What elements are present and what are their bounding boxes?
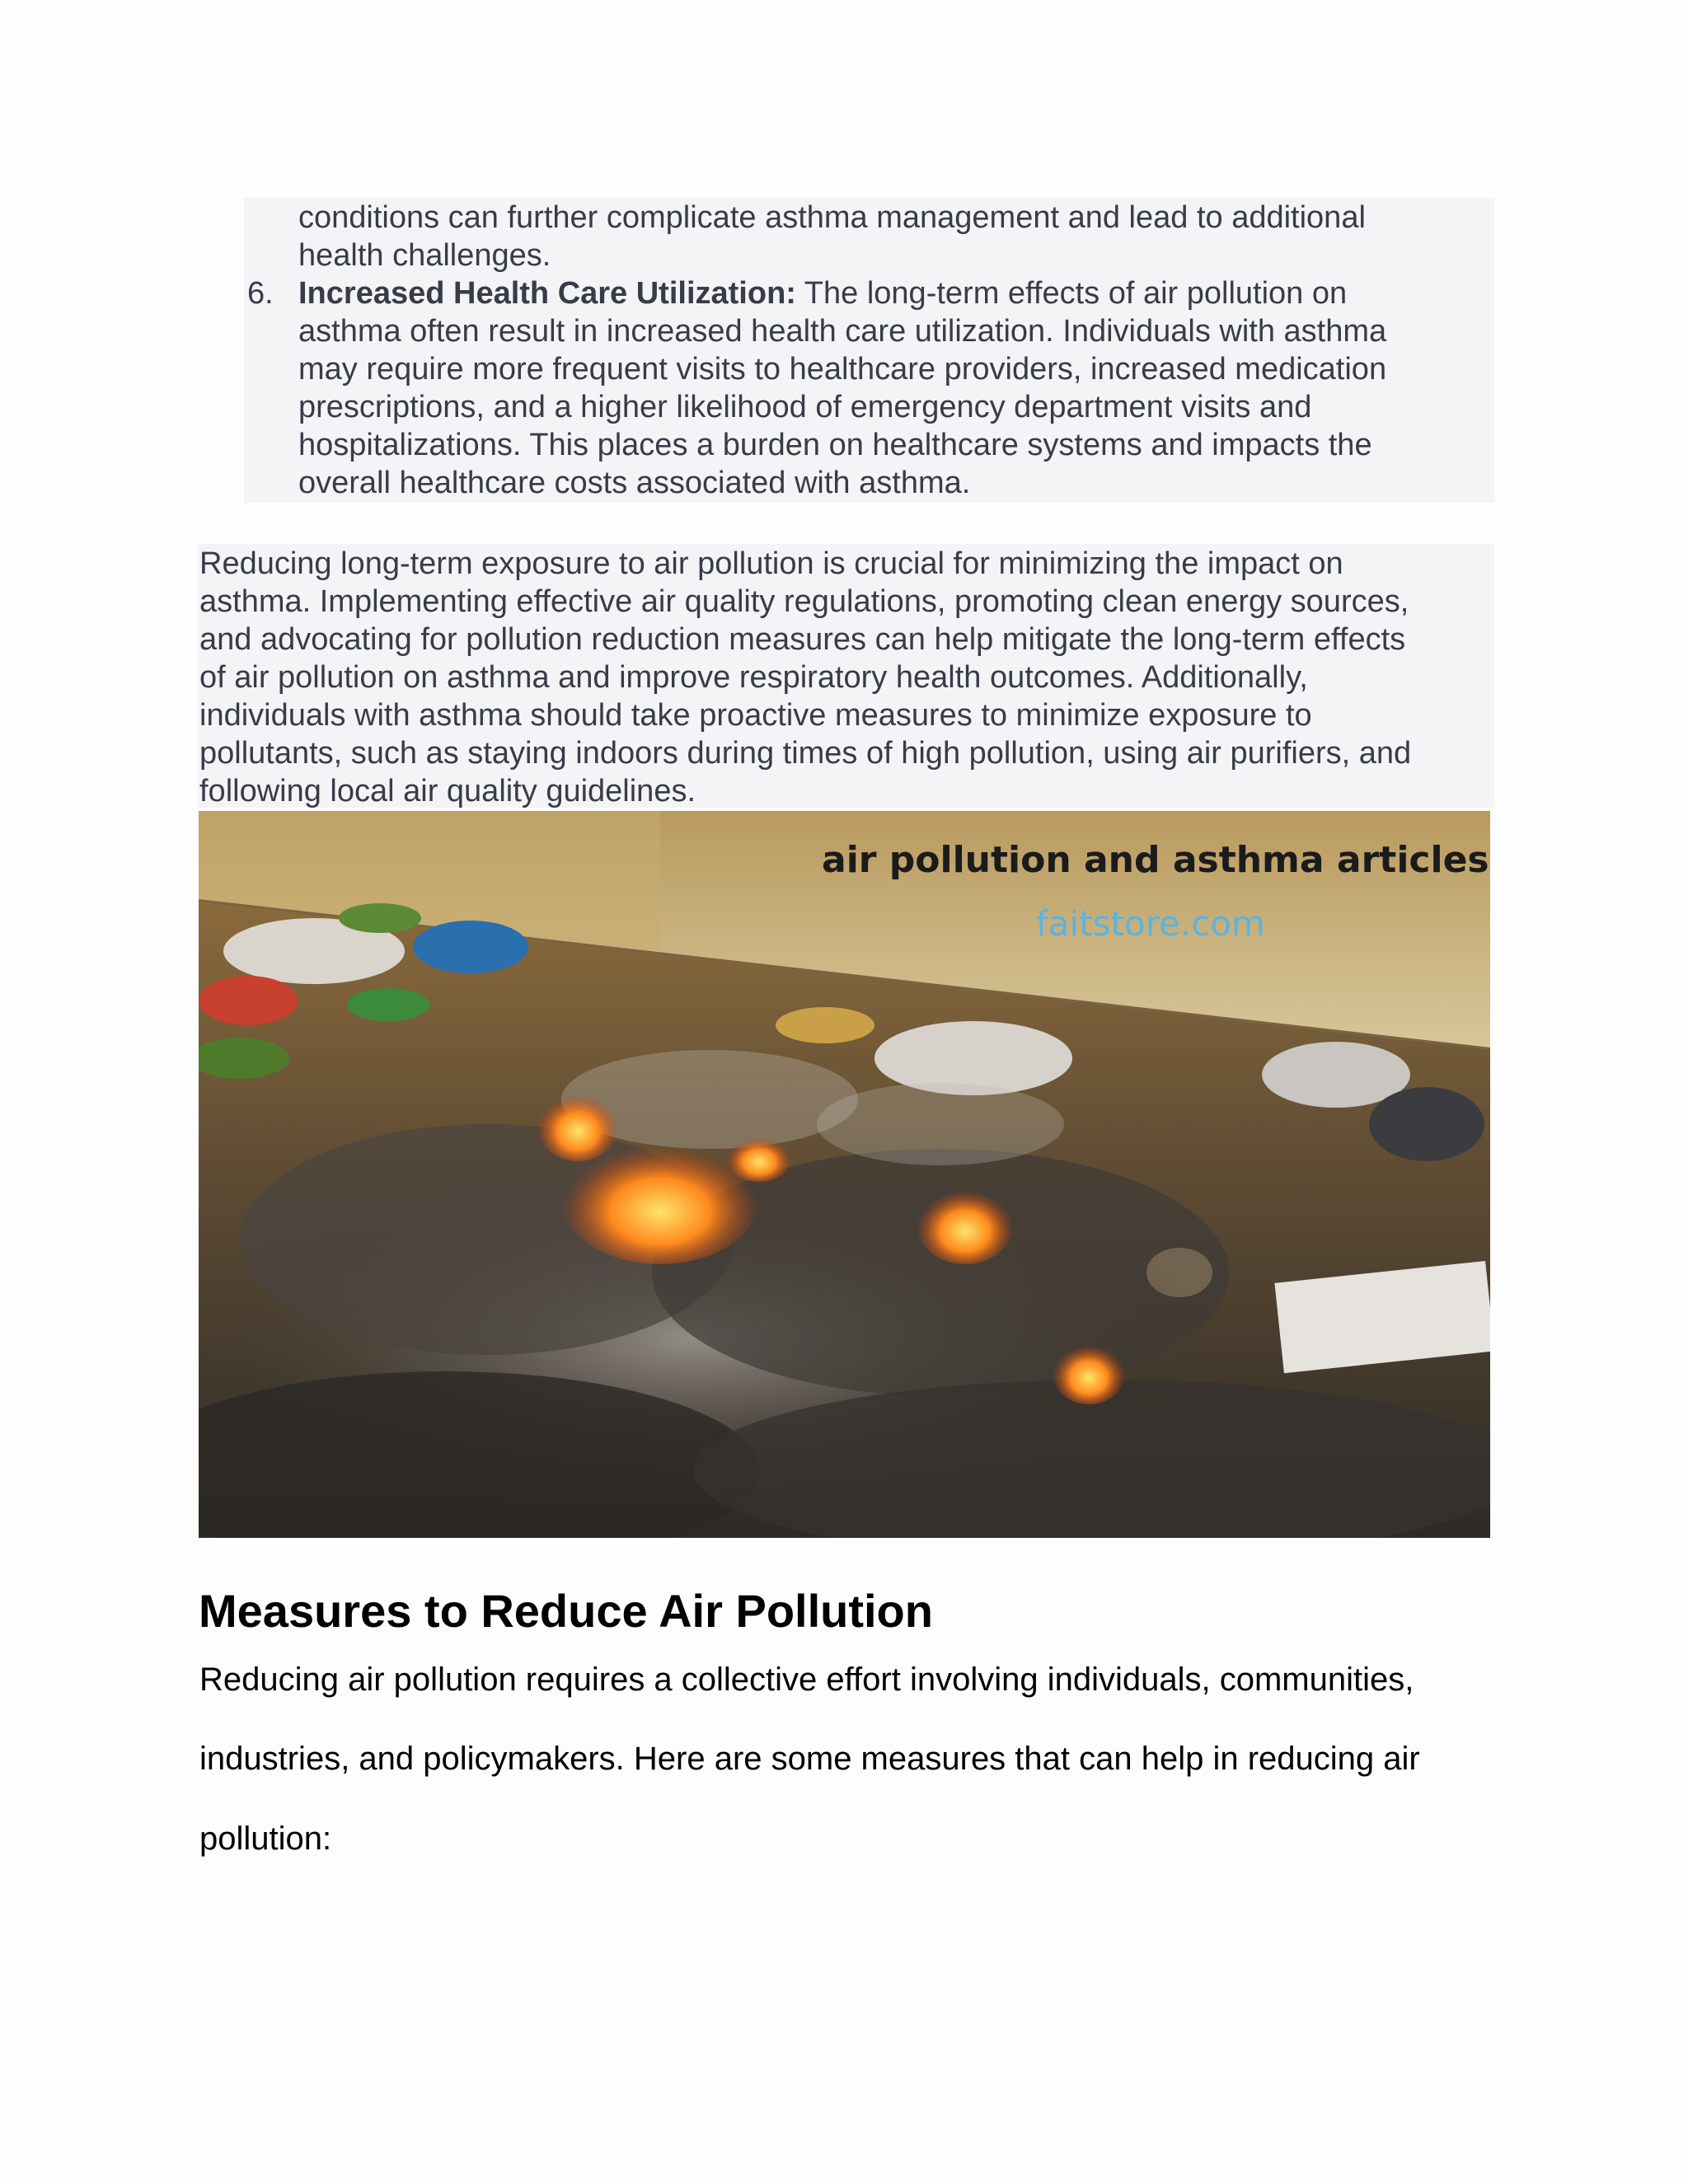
list-continued-line-1: conditions can further complicate asthma management and lead to additional [298,200,1366,235]
list-continued-line-2: health challenges. [298,238,551,273]
summary-line: individuals with asthma should take proactive measures to minimize exposure to [199,698,1312,733]
summary-line: asthma. Implementing effective air quality regulations, promoting clean energy sources, [199,584,1409,619]
list-item-6-first-line [298,274,1493,312]
summary-line: and advocating for pollution reduction measures can help mitigate the long-term effects [199,622,1406,657]
list-item-6-first-line-rest: The long-term effects of air pollution on [795,276,1348,311]
list-item-6-line: hospitalizations. This places a burden on healthcare systems and impacts the [298,428,1372,462]
list-item-6-line: may require more frequent visits to healthcare providers, increased medication [298,352,1387,387]
summary-line: pollutants, such as staying indoors during times of high pollution, using air purifiers, and [199,736,1412,771]
section-line: industries, and policymakers. Here are some measures that can help in reducing air [199,1741,1420,1777]
list-item-6-line: overall healthcare costs associated with asthma. [298,466,971,500]
summary-line: Reducing long-term exposure to air pollution is crucial for minimizing the impact on [199,546,1343,581]
burning-waste-photo [199,811,1490,1538]
photo-watermark: faitstore.com [1036,903,1265,944]
section-line: Reducing air pollution requires a collective effort involving individuals, communities, [199,1661,1414,1698]
list-item-6-title: Increased Health Care Utilization: [298,276,796,311]
list-item-6-line: prescriptions, and a higher likelihood of emergency department visits and [298,390,1312,424]
list-item-6-line: asthma often result in increased health care utilization. Individuals with asthma [298,314,1387,349]
summary-line: of air pollution on asthma and improve respiratory health outcomes. Additionally, [199,660,1308,695]
summary-line: following local air quality guidelines. [199,774,696,808]
section-heading: Measures to Reduce Air Pollution [199,1585,933,1637]
burning-waste-illustration [199,811,1490,1538]
list-item-number: 6. [247,276,274,311]
section-line: pollution: [199,1821,332,1857]
photo-caption: air pollution and asthma articles [822,839,1489,881]
